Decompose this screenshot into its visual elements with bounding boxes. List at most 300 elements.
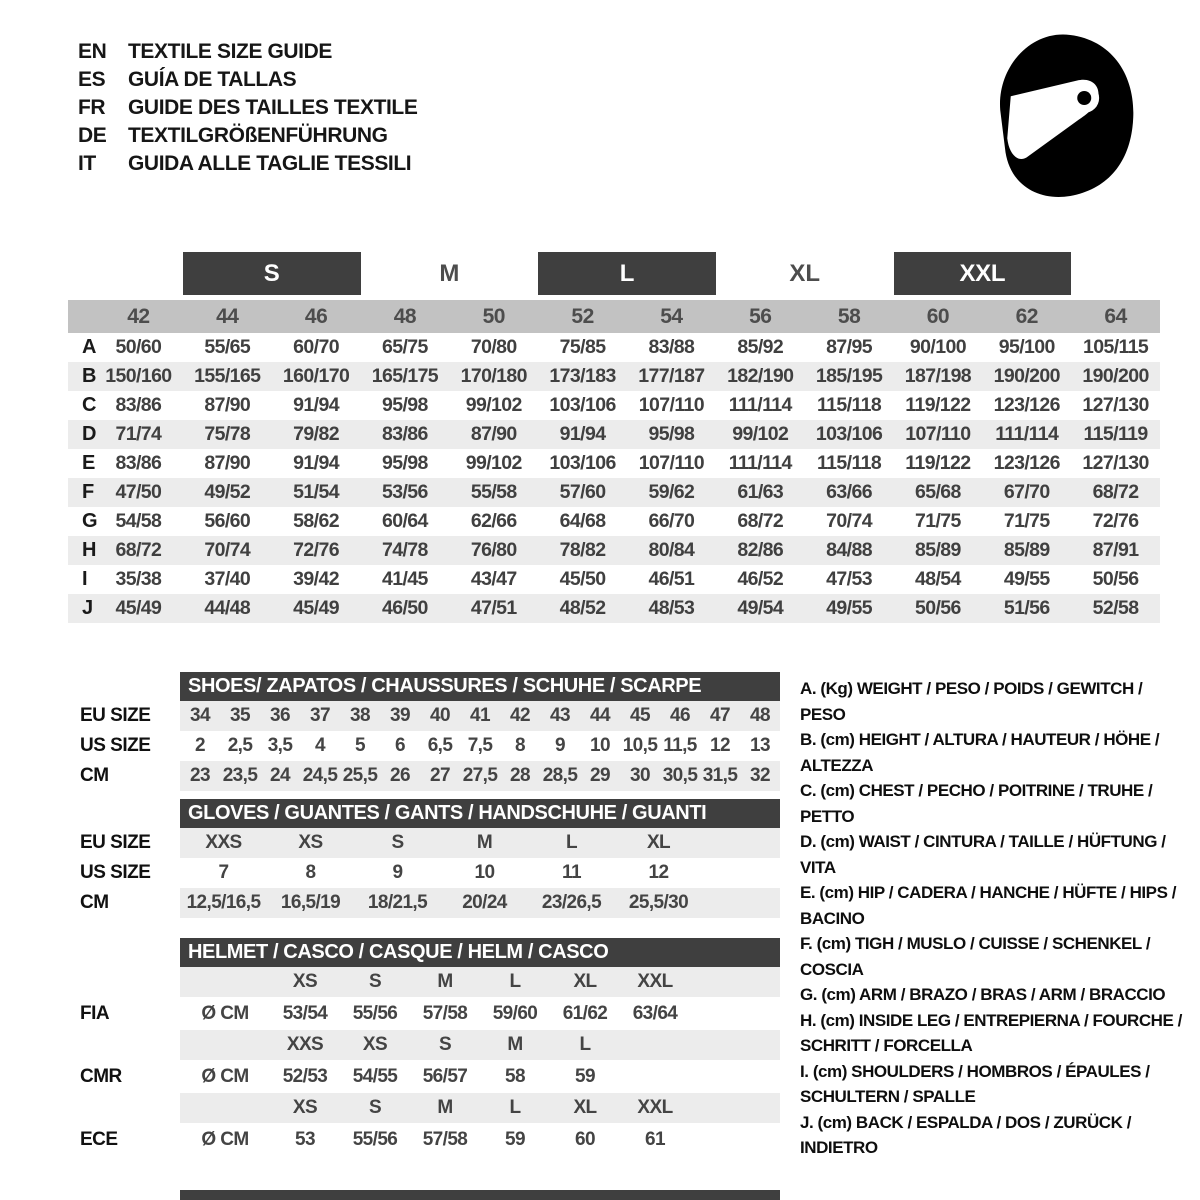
row-letter: A xyxy=(82,336,96,358)
size-row-d xyxy=(68,420,1160,449)
size-cell: 127/130 xyxy=(1082,452,1149,474)
helmet-section-header xyxy=(80,938,780,967)
size-cell: 111/114 xyxy=(995,423,1059,445)
size-cell: 71/74 xyxy=(115,423,162,445)
value-cell: 29 xyxy=(590,765,610,786)
size-cell: 68/72 xyxy=(1092,481,1139,503)
size-number-row xyxy=(68,300,1160,333)
value-cell: XL xyxy=(646,832,671,853)
helmet-sizes-row xyxy=(80,1030,780,1060)
value-cell: 36 xyxy=(270,705,290,726)
table-row xyxy=(80,828,780,858)
row-letter: F xyxy=(82,481,94,503)
language-label: TEXTILGRÖßENFÜHRUNG xyxy=(128,124,388,147)
size-cell: 119/122 xyxy=(905,452,971,474)
racing-helmet-icon xyxy=(975,28,1155,203)
size-row-j xyxy=(68,594,1160,623)
value-cell: 30 xyxy=(630,765,650,786)
size-cell: 59/62 xyxy=(648,481,695,503)
size-column-header: 58 xyxy=(837,304,861,328)
legend-item: H. (cm) INSIDE LEG / ENTREPIERNA / FOURCHE / SCHRITT / FORCELLA xyxy=(800,1010,1182,1055)
helmet-sizes-row xyxy=(80,1093,780,1123)
helmet-size-header: S xyxy=(368,971,382,992)
value-cell: 5 xyxy=(355,735,365,756)
size-cell: 177/187 xyxy=(638,365,705,387)
size-cell: 37/40 xyxy=(204,568,251,590)
row-letter: B xyxy=(82,365,96,387)
helmet-size-header: XXS xyxy=(286,1034,324,1055)
size-cell: 80/84 xyxy=(648,539,695,561)
value-cell: S xyxy=(391,832,404,853)
value-cell: 23/26,5 xyxy=(541,892,602,913)
value-cell: 10 xyxy=(474,862,495,883)
size-cell: 47/51 xyxy=(470,597,517,619)
spacer-cell xyxy=(180,967,270,997)
spacer xyxy=(80,967,180,997)
helmet-size-header: M xyxy=(437,1097,453,1118)
helmet-values-row xyxy=(80,1060,780,1093)
value-cell: 27,5 xyxy=(462,765,498,786)
size-cell: 111/114 xyxy=(728,452,792,474)
value-cell: 34 xyxy=(190,705,210,726)
size-cell: 53/56 xyxy=(382,481,428,503)
row-letter: H xyxy=(82,539,96,561)
unit-cell: Ø CM xyxy=(201,1128,249,1150)
row-cells xyxy=(180,1060,780,1093)
size-cell: 66/70 xyxy=(648,510,695,532)
size-row-i xyxy=(68,565,1160,594)
spacer-cell xyxy=(180,1030,270,1060)
size-column-header: 54 xyxy=(660,304,683,328)
language-row xyxy=(78,38,417,66)
cut-off-section-bar xyxy=(180,1190,780,1200)
value-cell: 11,5 xyxy=(663,735,697,756)
size-cell: 79/82 xyxy=(293,423,339,445)
language-code: DE xyxy=(78,124,107,147)
size-row-a xyxy=(68,333,1160,362)
spacer xyxy=(80,799,180,828)
gloves-section-header xyxy=(80,799,780,828)
value-cell: 52/53 xyxy=(282,1065,328,1087)
language-code: ES xyxy=(78,68,106,91)
value-cell: 23,5 xyxy=(222,765,258,786)
size-cell: 107/110 xyxy=(905,423,971,445)
size-cell: 47/53 xyxy=(826,568,872,590)
language-row xyxy=(78,94,417,122)
size-cell: 95/100 xyxy=(998,336,1055,358)
size-row-e xyxy=(68,449,1160,478)
legend-item: E. (cm) HIP / CADERA / HANCHE / HÜFTE / HIPS / BACINO xyxy=(800,883,1177,928)
size-cell: 170/180 xyxy=(460,365,527,387)
size-cell: 75/78 xyxy=(204,423,251,445)
size-cell: 54/58 xyxy=(115,510,162,532)
size-cell: 85/89 xyxy=(915,539,961,561)
row-cells xyxy=(180,701,780,731)
size-cell: 65/75 xyxy=(382,336,428,358)
size-cell: 70/74 xyxy=(826,510,872,532)
size-column-header: 46 xyxy=(304,304,328,328)
size-column-header: 44 xyxy=(216,304,239,328)
size-cell: 87/95 xyxy=(826,336,872,358)
helmet-section-title: HELMET / CASCO / CASQUE / HELM / CASCO xyxy=(180,938,780,967)
size-cell: 119/122 xyxy=(905,394,971,416)
size-cell: 185/195 xyxy=(815,365,883,387)
value-cell: 16,5/19 xyxy=(280,892,341,913)
size-column-header: 42 xyxy=(127,304,150,328)
table-row xyxy=(80,888,780,918)
helmet-size-header: S xyxy=(368,1097,382,1118)
spacer xyxy=(80,1093,180,1123)
size-cell: 57/60 xyxy=(559,481,606,503)
size-cell: 70/74 xyxy=(204,539,251,561)
size-cell: 84/88 xyxy=(826,539,872,561)
row-letter: D xyxy=(82,423,96,445)
size-cell: 83/86 xyxy=(115,394,162,416)
value-cell xyxy=(620,1060,690,1093)
value-cell: 46 xyxy=(670,705,690,726)
row-cells xyxy=(180,1030,780,1060)
table-row xyxy=(80,701,780,731)
size-cell: 60/64 xyxy=(382,510,428,532)
value-cell: 25,5/30 xyxy=(628,892,689,913)
size-cell: 70/80 xyxy=(470,336,517,358)
value-cell: 53/54 xyxy=(282,1002,328,1024)
value-cell: 44 xyxy=(590,705,610,726)
value-cell: 35 xyxy=(230,705,250,726)
size-cell: 75/85 xyxy=(559,336,606,358)
size-cell: 107/110 xyxy=(638,394,705,416)
size-group-s: S xyxy=(183,252,361,295)
value-cell: 10 xyxy=(590,735,610,756)
size-cell: 95/98 xyxy=(382,452,428,474)
spacer xyxy=(80,1030,180,1060)
helmet-values-row xyxy=(80,1123,780,1156)
size-row-b xyxy=(68,362,1160,391)
standard-label: ECE xyxy=(80,1128,118,1150)
size-cell: 123/126 xyxy=(993,394,1060,416)
table-row xyxy=(80,858,780,888)
row-label: CM xyxy=(80,765,109,786)
row-cells xyxy=(180,1123,780,1156)
size-cell: 44/48 xyxy=(204,597,251,619)
size-cell: 87/90 xyxy=(204,394,251,416)
shoes-size-table xyxy=(80,701,780,791)
row-cells xyxy=(180,761,780,791)
spacer xyxy=(80,672,180,701)
value-cell: 57/58 xyxy=(422,1128,468,1150)
size-cell: 82/86 xyxy=(737,539,784,561)
spacer-cell xyxy=(68,300,94,333)
language-row xyxy=(78,66,417,94)
table-row xyxy=(80,731,780,761)
size-cell: 49/52 xyxy=(204,481,251,503)
unit-cell: Ø CM xyxy=(201,1065,249,1087)
legend-item: I. (cm) SHOULDERS / HOMBROS / ÉPAULES / SCHULTERN / SPALLE xyxy=(800,1061,1150,1106)
size-cell: 115/119 xyxy=(1083,423,1148,445)
shoes-section-title: SHOES/ ZAPATOS / CHAUSSURES / SCHUHE / SCARPE xyxy=(180,672,780,701)
size-cell: 150/160 xyxy=(105,365,172,387)
value-cell: 2 xyxy=(195,735,205,756)
value-cell: 8 xyxy=(305,862,316,883)
value-cell: XXS xyxy=(205,832,242,853)
size-cell: 76/80 xyxy=(470,539,517,561)
helmet-size-header: XXL xyxy=(637,971,673,992)
size-row-h xyxy=(68,536,1160,565)
row-cells xyxy=(180,997,780,1030)
size-cell: 46/52 xyxy=(737,568,784,590)
size-cell: 91/94 xyxy=(293,452,339,474)
accessory-size-sections xyxy=(80,672,780,1156)
size-cell: 72/76 xyxy=(293,539,339,561)
value-cell: 48 xyxy=(750,705,770,726)
size-cell: 58/62 xyxy=(293,510,339,532)
size-cell: 48/53 xyxy=(648,597,695,619)
size-cell: 35/38 xyxy=(115,568,162,590)
size-cell: 87/90 xyxy=(204,452,251,474)
size-cell: 52/58 xyxy=(1092,597,1139,619)
row-cells xyxy=(180,858,780,888)
size-cell: 115/118 xyxy=(817,452,882,474)
value-cell: 20/24 xyxy=(462,892,507,913)
size-cell: 45/50 xyxy=(559,568,606,590)
size-group-xl: XL xyxy=(789,259,820,287)
helmet-size-header: M xyxy=(507,1034,523,1055)
value-cell: 9 xyxy=(555,735,565,756)
helmet-size-table xyxy=(80,967,780,1156)
value-cell: 58 xyxy=(505,1065,525,1087)
value-cell: 55/56 xyxy=(352,1128,398,1150)
value-cell: 38 xyxy=(350,705,370,726)
size-cell: 83/88 xyxy=(648,336,695,358)
value-cell: 32 xyxy=(750,765,770,786)
value-cell: 10,5 xyxy=(622,735,658,756)
value-cell: 13 xyxy=(750,735,770,756)
size-cell: 50/60 xyxy=(115,336,162,358)
helmet-size-header: L xyxy=(509,1097,521,1118)
legend-item: A. (Kg) WEIGHT / PESO / POIDS / GEWITCH / PESO xyxy=(800,679,1143,724)
value-cell: 9 xyxy=(392,862,403,883)
value-cell: 56/57 xyxy=(422,1065,468,1087)
size-cell: 74/78 xyxy=(382,539,428,561)
gloves-section-title: GLOVES / GUANTES / GANTS / HANDSCHUHE / GUANTI xyxy=(180,799,780,828)
size-cell: 105/115 xyxy=(1082,336,1149,358)
value-cell: 61/62 xyxy=(562,1002,608,1024)
value-cell: 24,5 xyxy=(302,765,338,786)
value-cell: 42 xyxy=(510,705,530,726)
value-cell: 40 xyxy=(430,705,450,726)
helmet-values-row xyxy=(80,997,780,1030)
size-cell: 64/68 xyxy=(559,510,606,532)
row-letter: C xyxy=(82,394,96,416)
value-cell: 2,5 xyxy=(227,735,253,756)
size-cell: 49/55 xyxy=(826,597,872,619)
language-list xyxy=(78,38,417,178)
size-column-header: 52 xyxy=(571,304,594,328)
size-cell: 173/183 xyxy=(549,365,616,387)
size-cell: 50/56 xyxy=(1092,568,1139,590)
helmet-size-header: XS xyxy=(362,1034,388,1055)
size-cell: 43/47 xyxy=(470,568,517,590)
value-cell: 47 xyxy=(710,705,730,726)
size-cell: 91/94 xyxy=(559,423,606,445)
legend-item: D. (cm) WAIST / CINTURA / TAILLE / HÜFTUNG / VITA xyxy=(800,832,1166,877)
language-code: FR xyxy=(78,96,106,119)
value-cell: 3,5 xyxy=(267,735,293,756)
size-cell: 55/65 xyxy=(204,336,251,358)
value-cell: 61 xyxy=(645,1128,665,1150)
size-cell: 87/90 xyxy=(470,423,517,445)
spacer-cell xyxy=(180,1093,270,1123)
row-letter: J xyxy=(82,597,93,619)
size-cell: 115/118 xyxy=(817,394,882,416)
value-cell: 7,5 xyxy=(467,735,493,756)
helmet-size-header: M xyxy=(437,971,453,992)
size-cell: 50/56 xyxy=(915,597,961,619)
row-letter: E xyxy=(82,452,95,474)
row-label: US SIZE xyxy=(80,862,151,883)
size-cell: 187/198 xyxy=(904,365,972,387)
size-cell: 99/102 xyxy=(465,452,522,474)
value-cell: 7 xyxy=(218,862,229,883)
legend-item: G. (cm) ARM / BRAZO / BRAS / ARM / BRACCIO xyxy=(800,985,1166,1004)
value-cell: 63/64 xyxy=(632,1002,678,1024)
size-cell: 83/86 xyxy=(382,423,428,445)
value-cell: 59/60 xyxy=(492,1002,538,1024)
value-cell: 54/55 xyxy=(352,1065,398,1087)
value-cell: 31,5 xyxy=(702,765,738,786)
size-cell: 165/175 xyxy=(371,365,439,387)
language-label: GUÍA DE TALLAS xyxy=(128,68,297,91)
size-cell: 127/130 xyxy=(1082,394,1149,416)
size-row-g xyxy=(68,507,1160,536)
size-column-header: 50 xyxy=(482,304,505,328)
row-label: CM xyxy=(80,892,109,913)
size-cell: 45/49 xyxy=(293,597,339,619)
size-cell: 48/52 xyxy=(559,597,606,619)
value-cell: 28 xyxy=(510,765,530,786)
size-group-row xyxy=(68,252,1160,300)
legend-item: F. (cm) TIGH / MUSLO / CUISSE / SCHENKEL / COSCIA xyxy=(800,934,1151,979)
value-cell: 18/21,5 xyxy=(367,892,428,913)
size-cell: 190/200 xyxy=(1082,365,1149,387)
unit-cell: Ø CM xyxy=(201,1002,249,1024)
size-group-xxl: XXL xyxy=(894,252,1072,295)
value-cell: M xyxy=(476,832,493,853)
table-row xyxy=(80,761,780,791)
value-cell: 59 xyxy=(505,1128,525,1150)
value-cell: 4 xyxy=(315,735,325,756)
helmet-size-header: L xyxy=(579,1034,591,1055)
value-cell: 12,5/16,5 xyxy=(186,892,261,913)
row-letter: I xyxy=(82,568,87,590)
value-cell: 60 xyxy=(575,1128,595,1150)
helmet-size-header: S xyxy=(438,1034,452,1055)
size-cell: 51/54 xyxy=(293,481,339,503)
size-cell: 85/92 xyxy=(737,336,784,358)
helmet-size-header: XL xyxy=(573,1097,597,1118)
value-cell: 43 xyxy=(550,705,570,726)
language-code: EN xyxy=(78,40,107,63)
value-cell: XS xyxy=(298,832,323,853)
size-cell: 41/45 xyxy=(382,568,428,590)
size-cell: 78/82 xyxy=(559,539,606,561)
helmet-size-header: L xyxy=(509,971,521,992)
size-cell: 95/98 xyxy=(648,423,695,445)
size-cell: 90/100 xyxy=(909,336,966,358)
size-cell: 99/102 xyxy=(465,394,522,416)
language-row xyxy=(78,150,417,178)
size-cell: 48/54 xyxy=(915,568,961,590)
size-cell: 65/68 xyxy=(915,481,961,503)
size-cell: 71/75 xyxy=(915,510,961,532)
size-cell: 83/86 xyxy=(115,452,162,474)
language-row xyxy=(78,122,417,150)
size-cell: 56/60 xyxy=(204,510,251,532)
helmet-size-header: XS xyxy=(292,971,318,992)
size-cell: 99/102 xyxy=(732,423,789,445)
value-cell: 39 xyxy=(390,705,410,726)
row-cells xyxy=(180,967,780,997)
size-cell: 49/54 xyxy=(737,597,784,619)
value-cell: L xyxy=(565,832,577,853)
language-code: IT xyxy=(78,152,96,175)
legend-item: B. (cm) HEIGHT / ALTURA / HAUTEUR / HÖHE / ALTEZZA xyxy=(800,730,1160,775)
legend-item: C. (cm) CHEST / PECHO / POITRINE / TRUHE / PETTO xyxy=(800,781,1153,826)
value-cell: 53 xyxy=(295,1128,315,1150)
value-cell: 55/56 xyxy=(352,1002,398,1024)
textile-size-table xyxy=(68,252,1160,623)
size-cell: 85/89 xyxy=(1003,539,1050,561)
row-label: US SIZE xyxy=(80,735,151,756)
helmet-size-header xyxy=(620,1030,690,1060)
size-cell: 47/50 xyxy=(115,481,162,503)
value-cell: 30,5 xyxy=(662,765,698,786)
helmet-size-header: XS xyxy=(292,1097,318,1118)
size-cell: 160/170 xyxy=(282,365,350,387)
language-label: TEXTILE SIZE GUIDE xyxy=(128,40,332,63)
value-cell: 11 xyxy=(562,862,581,883)
value-cell: 41 xyxy=(470,705,490,726)
value-cell: 6 xyxy=(395,735,405,756)
size-column-header: 62 xyxy=(1015,304,1038,328)
value-cell: 25,5 xyxy=(342,765,378,786)
helmet-sizes-row xyxy=(80,967,780,997)
size-cell: 51/56 xyxy=(1003,597,1050,619)
size-cell: 87/91 xyxy=(1092,539,1139,561)
value-cell: 24 xyxy=(270,765,290,786)
size-cell: 103/106 xyxy=(815,423,883,445)
size-cell: 67/70 xyxy=(1003,481,1050,503)
row-cells xyxy=(180,888,780,918)
size-cell: 182/190 xyxy=(727,365,794,387)
size-cell: 55/58 xyxy=(470,481,517,503)
size-cell: 46/50 xyxy=(382,597,428,619)
size-cell: 155/165 xyxy=(194,365,261,387)
row-label: EU SIZE xyxy=(80,832,151,853)
value-cell: 37 xyxy=(310,705,330,726)
size-cell: 72/76 xyxy=(1092,510,1139,532)
size-cell: 39/42 xyxy=(293,568,339,590)
size-column-header: 64 xyxy=(1104,304,1127,328)
row-cells xyxy=(180,828,780,858)
size-cell: 91/94 xyxy=(293,394,339,416)
size-cell: 71/75 xyxy=(1003,510,1050,532)
size-cell: 62/66 xyxy=(470,510,517,532)
row-letter: G xyxy=(82,510,97,532)
spacer xyxy=(80,938,180,967)
helmet-size-header: XL xyxy=(573,971,597,992)
row-cells xyxy=(180,731,780,761)
